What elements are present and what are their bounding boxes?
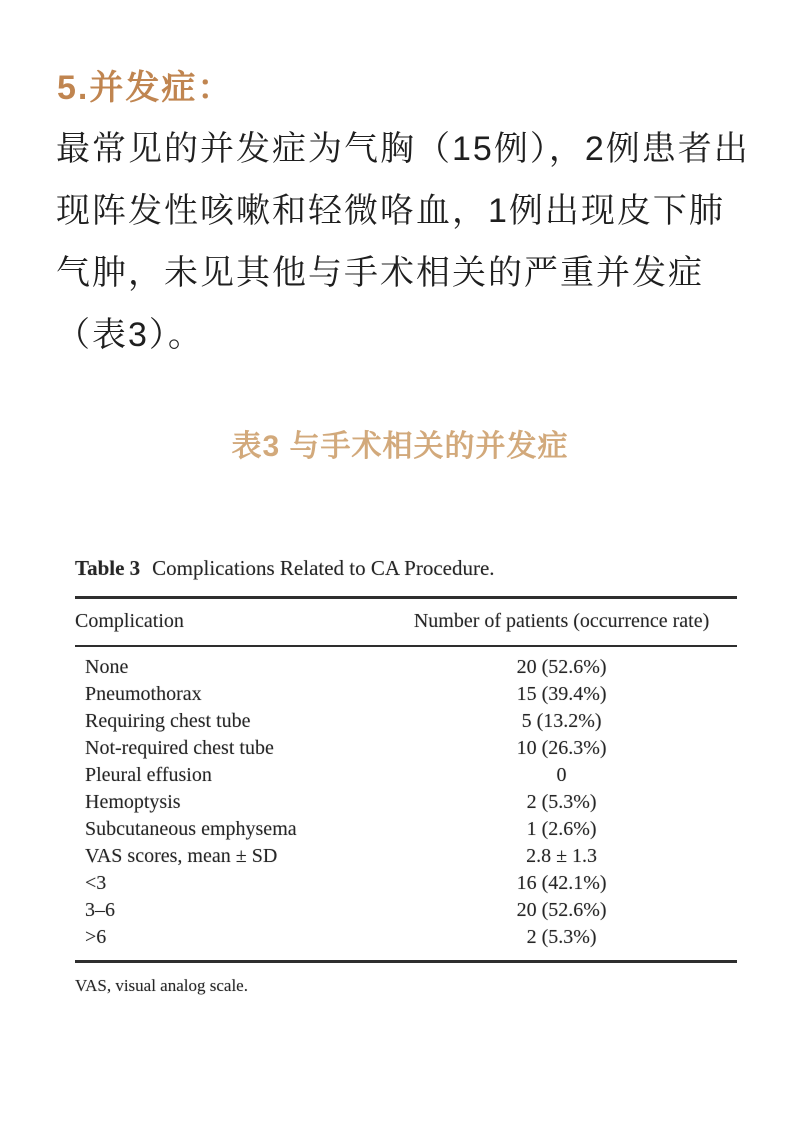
- table-cell-complication: Pneumothorax: [85, 683, 202, 705]
- table-cell-value: 16 (42.1%): [516, 872, 607, 894]
- table-cell-complication: VAS scores, mean ± SD: [85, 845, 278, 867]
- table-cell-value: 10 (26.3%): [516, 737, 607, 759]
- table-row: [75, 762, 737, 789]
- table-row: [75, 681, 737, 708]
- section-heading: 5.并发症：: [57, 69, 234, 107]
- table-cell-value: 20 (52.6%): [516, 899, 607, 921]
- table-row: [75, 735, 737, 762]
- table-caption-chinese: 表3 与手术相关的并发症: [231, 430, 569, 463]
- table-cell-value: 0: [556, 764, 567, 786]
- table-cell-complication: Not-required chest tube: [85, 737, 274, 759]
- table-header-row: [75, 596, 737, 647]
- table-header-number: Number of patients (occurrence rate): [413, 610, 710, 632]
- table-title-label: Table 3: [75, 556, 141, 580]
- table-cell-value: 5 (13.2%): [521, 710, 602, 732]
- table-title-text: Complications Related to CA Procedure.: [152, 556, 495, 580]
- table-cell-value: 2.8 ± 1.3: [526, 845, 598, 867]
- table-row: [75, 897, 737, 924]
- table-row: [75, 654, 737, 681]
- table-title: [75, 556, 737, 581]
- table-cell-value: 1 (2.6%): [526, 818, 597, 840]
- table-cell-complication: >6: [85, 926, 107, 948]
- table-row: [75, 708, 737, 735]
- table-cell-value: 15 (39.4%): [516, 683, 607, 705]
- table-figure: [75, 556, 737, 996]
- table-row: [75, 870, 737, 897]
- table-cell-complication: None: [85, 656, 129, 678]
- table-body: [75, 647, 737, 963]
- table-footnote: VAS, visual analog scale.: [75, 976, 248, 995]
- table-header-complication: Complication: [75, 610, 184, 632]
- table-cell-complication: Subcutaneous emphysema: [85, 818, 297, 840]
- table-cell-value: 20 (52.6%): [516, 656, 607, 678]
- table-cell-complication: Hemoptysis: [85, 791, 181, 813]
- table-cell-value: 2 (5.3%): [526, 791, 597, 813]
- table-cell-value: 2 (5.3%): [526, 926, 597, 948]
- table-row: [75, 789, 737, 816]
- table-row: [75, 843, 737, 870]
- table-cell-complication: <3: [85, 872, 107, 894]
- body-paragraph: 最常见的并发症为气胸（15例），2例患者出现阵发性咳嗽和轻微咯血，1例出现皮下肺气肿，未见其他与手术相关的严重并发症（表3）。: [56, 130, 750, 354]
- table-cell-complication: Pleural effusion: [85, 764, 212, 786]
- table-row: [75, 816, 737, 843]
- table-row: [75, 924, 737, 951]
- table-cell-complication: Requiring chest tube: [85, 710, 251, 732]
- table-cell-complication: 3–6: [85, 899, 115, 921]
